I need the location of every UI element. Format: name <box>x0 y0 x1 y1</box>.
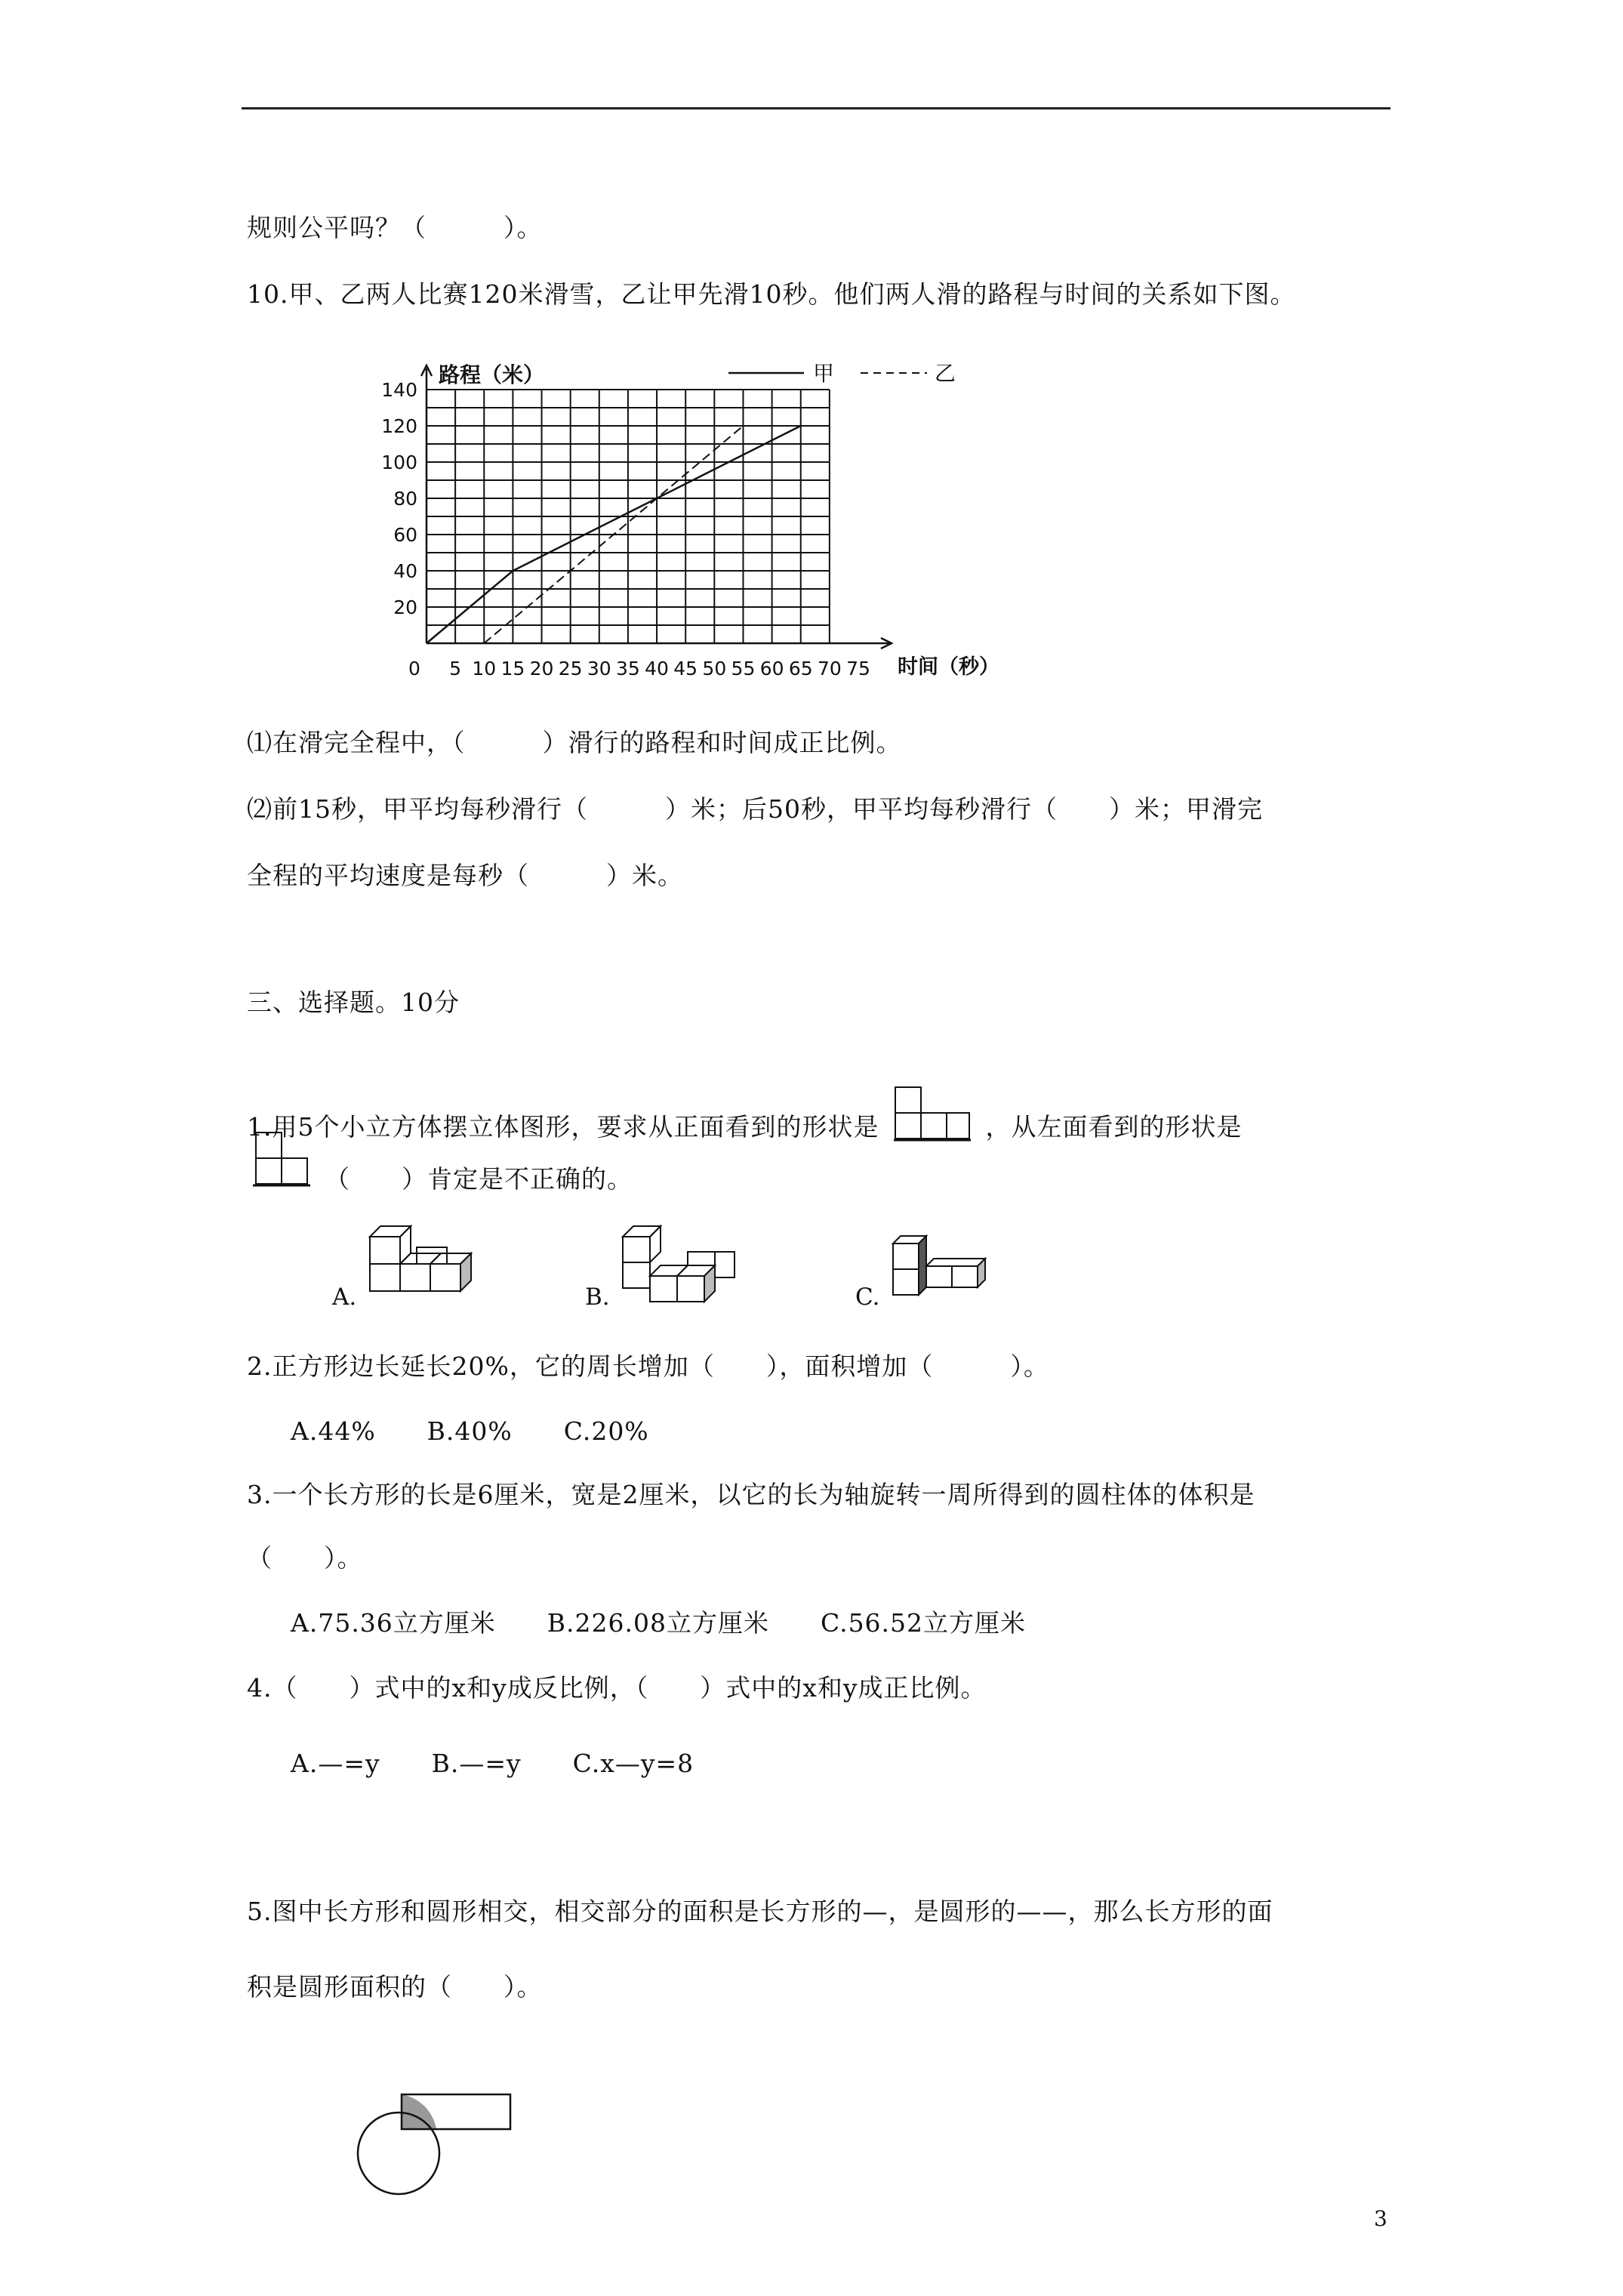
chart-legend <box>728 361 956 386</box>
x-tick-label: 15 <box>500 658 525 680</box>
x-tick-label: 40 <box>645 658 669 680</box>
legend-label-乙: 乙 <box>935 361 956 386</box>
choice-1-line-a <box>247 1083 1242 1152</box>
choice-3-line-a: 3.一个长方形的长是6厘米，宽是2厘米，以它的长为轴旋转一周所得到的圆柱体的体积是 <box>247 1480 1255 1509</box>
option-a-cube-figure <box>362 1216 483 1314</box>
choice-3-options: A.75.36立方厘米 B.226.08立方厘米 C.56.52立方厘米 <box>291 1608 1027 1638</box>
choice-4: 4.（ ）式中的x和y成反比例，（ ）式中的x和y成正比例。 <box>247 1673 987 1703</box>
left-view-shape <box>247 1128 315 1190</box>
chart-grid <box>427 390 830 643</box>
x-tick-label: 5 <box>449 658 462 680</box>
y-tick-label: 100 <box>381 451 417 473</box>
choice-2-options: A.44% B.40% C.20% <box>291 1416 649 1446</box>
y-tick-label: 80 <box>393 488 417 510</box>
choice-4-options: A.—=y B.—=y C.x—y=8 <box>291 1749 694 1778</box>
distance-time-chart <box>362 347 1117 695</box>
x-tick-label: 75 <box>846 658 870 680</box>
y-tick-label: 140 <box>381 379 417 401</box>
y-tick-label: 120 <box>381 415 417 437</box>
y-axis-label: 路程（米） <box>439 362 545 387</box>
x-tick-label: 10 <box>472 658 497 680</box>
option-c-cube-figure <box>887 1227 1008 1318</box>
choice-5-line-b: 积是圆形面积的（ ）。 <box>247 1972 543 2002</box>
choice-1-pre: 1.用5个小立方体摆立体图形，要求从正面看到的形状是 <box>247 1112 879 1142</box>
text-line-rule-fair: 规则公平吗？（ ）。 <box>247 213 543 242</box>
x-axis-label: 时间（秒） <box>898 655 999 679</box>
question-10-part-2b: 全程的平均速度是每秒（ ）米。 <box>247 861 683 890</box>
choice-1-post: ，从左面看到的形状是 <box>985 1112 1243 1142</box>
choice-1-option-b-label: B. <box>585 1284 610 1311</box>
y-tick-label: 60 <box>393 524 417 546</box>
x-tick-label: 25 <box>558 658 583 680</box>
chart-axes <box>421 362 999 679</box>
choice-5-line-a: 5.图中长方形和圆形相交，相交部分的面积是长方形的—，是圆形的——，那么长方形的面 <box>247 1897 1273 1926</box>
question-10-part-1: ⑴在滑完全程中，（ ）滑行的路程和时间成正比例。 <box>247 728 902 757</box>
legend-label-甲: 甲 <box>813 361 835 386</box>
choice-1-option-c-label: C. <box>855 1284 880 1311</box>
y-tick-label: 40 <box>393 560 417 582</box>
choice-2: 2.正方形边长延长20%，它的周长增加（ ），面积增加（ ）。 <box>247 1351 1049 1381</box>
x-tick-label: 35 <box>616 658 640 680</box>
x-tick-label: 30 <box>587 658 611 680</box>
rectangle-circle-figure <box>347 2084 528 2205</box>
option-b-cube-figure <box>615 1216 744 1314</box>
x-tick-label: 50 <box>702 658 727 680</box>
section-3-heading: 三、选择题。10分 <box>247 988 460 1017</box>
x-tick-label: 0 <box>408 658 420 680</box>
x-tick-label: 20 <box>529 658 554 680</box>
question-10: 10.甲、乙两人比赛120米滑雪，乙让甲先滑10秒。他们两人滑的路程与时间的关系如下图。 <box>247 279 1296 309</box>
x-tick-label: 55 <box>731 658 756 680</box>
choice-1-line-b: （ ）肯定是不正确的。 <box>325 1164 633 1194</box>
x-tick-label: 65 <box>788 658 813 680</box>
x-tick-label: 45 <box>673 658 698 680</box>
choice-1-option-a-label: A. <box>332 1284 357 1311</box>
page-number: 3 <box>1374 2206 1387 2231</box>
header-rule <box>242 107 1390 109</box>
choice-3-line-b: （ ）。 <box>247 1543 363 1573</box>
y-tick-label: 20 <box>393 596 417 618</box>
left-view-shape-wrap <box>247 1128 315 1193</box>
question-10-part-2a: ⑵前15秒，甲平均每秒滑行（ ）米；后50秒，甲平均每秒滑行（ ）米；甲滑完 <box>247 794 1263 824</box>
x-tick-label: 70 <box>817 658 842 680</box>
x-tick-label: 60 <box>759 658 784 680</box>
front-view-shape <box>892 1083 972 1152</box>
